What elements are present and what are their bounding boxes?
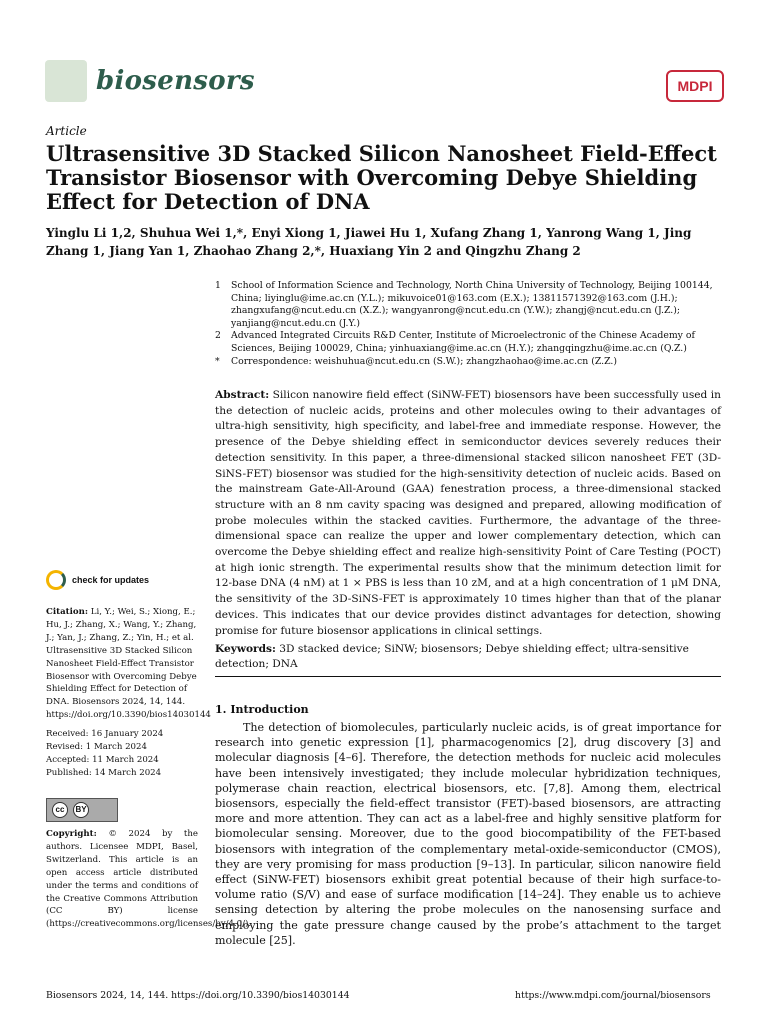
cc-license-badge[interactable] [46,798,118,822]
article-type: Article [46,124,87,138]
publisher-logo: MDPI [666,70,724,102]
check-updates-badge[interactable]: check for updates [46,566,156,594]
divider [215,676,721,677]
correspondence: * Correspondence: weishuhua@ncut.edu.cn (S.W.); zhangzhaohao@ime.ac.cn (Z.Z.) [215,355,617,367]
by-icon: BY [73,802,89,818]
section-title: 1. Introduction [215,703,309,716]
cc-icon: cc [52,802,68,818]
keywords: Keywords: 3D stacked device; SiNW; biosensors; Debye shielding effect; ultra-sensitive detection; DNA [215,643,689,670]
footer-url[interactable]: https://www.mdpi.com/journal/biosensors [515,990,711,1001]
abstract: Abstract: Silicon nanowire field effect (SiNW-FET) biosensors have been successfully used in the detection of nucleic acids, proteins and other molecules owing to their advantages of ultra-high sensitivity, high specificity, and label-free and immediate response. However, the presence of the Debye shielding effect in semiconductor devices severely reduces their detection sensitivity. In this paper, a three-dimensional stacked silicon nanosheet FET (3D-SiNS-FET) biosensor was studied for the high-sensitivity detection of nucleic acids. Based on the mainstream Gate-All-Around (GAA) fenestration process, a three-dimensional stacked structure with an 8 nm cavity spacing was designed and prepared, allowing modification of probe molecules within the stacked cavities. Furthermore, the advantage of the three-dimensional space can realize the upper and lower complementary detection, which can overcome the Debye shielding effect and realize high-sensitivity Point of Care Testing (POCT) at high ionic strength. The experimental results show that the minimum detection limit for 12-base DNA (4 nM) at 1 × PBS is less than 10 zM, and at a high concentration of 1 μM DNA, the sensitivity of the 3D-SiNS-FET is approximately 10 times higher than that of the planar devices. This indicates that our device provides distinct advantages for detection, showing promise for future biosensor applications in clinical settings. [215,389,721,637]
journal-logo-icon [45,60,87,102]
copyright: Copyright: © 2024 by the authors. Licensee MDPI, Basel, Switzerland. This article is an open access article distributed under the terms and conditions of the Creative Commons Attribution (CC BY) license (https://creativecommons.org/licenses/by/4.0/). [46,829,252,930]
author-list: Yinglu Li 1,2, Shuhua Wei 1,*, Enyi Xiong 1, Jiawei Hu 1, Xufang Zhang 1, Yanrong Wang 1, Jing Zhang 1, Jiang Yan 1, Zhaohao Zhang 2,*, Huaxiang Yin 2 and Qingzhu Zhang 2 [46,226,692,258]
citation: Citation: Li, Y.; Wei, S.; Xiong, E.; Hu, J.; Zhang, X.; Wang, Y.; Zhang, J.; Yan, J.; Zhang, Z.; Yin, H.; et al. Ultrasensitive 3D Stacked Silicon Nanosheet Field-Effect Transistor Biosensor with Overcoming Debye Shielding Effect for Detection of DNA. Biosensors 2024, 14, 144. https://doi.org/10.3390/bios14030144 [46,607,211,721]
affiliation-1: 1 School of Information Science and Technology, North China University of Technology, Beijing 100144, China; liyinglu@ime.ac.cn (Y.L.); mikuvoice01@163.com (E.X.); 13811571392@163.com (J.H.); zhangxufang@ncut.edu.cn (X.Z.); wangyanrong@ncut.edu.cn (Y.W.); zhangj@ncut.edu.cn (J.Z.); yanjiang@ncut.edu.cn (J.Y.) [215,280,713,329]
check-updates-icon [46,570,66,590]
footer-citation: Biosensors 2024, 14, 144. https://doi.org/10.3390/bios14030144 [46,990,350,1001]
paragraph: The detection of biomolecules, particularly nucleic acids, is of great importance for research into genetic expression [1], pharmacogenomics [2], drug discovery [3] and molecular diagnosis [4–6]. Therefore, the detection methods for nucleic acid molecules have been intensively investigated; they include molecular hybridization techniques, polymerase chain reaction, electrical biosensors, etc. [7,8]. Among them, electrical biosensors, especially the field-effect transistor (FET)-based biosensors, are attracting more and more attention. They can act as a label-free and highly sensitive platform for biomolecular sensing. Moreover, due to the good biocompatibility of the FET-based biosensors with integration of the complementary metal-oxide-semiconductor (CMOS), they are very promising for mass production [9–13]. In particular, silicon nanowire field effect (SiNW-FET) biosensors exhibit great potential because of their high surface-to-volume ratio (S/V) and ease of surface modification [14–24]. They enable us to achieve sensing detection by altering the probe molecules on the nanosensing surface and employing the gate pressure change caused by the probe’s attachment to the target molecule [25]. [215,721,721,947]
affiliations [215,280,735,368]
paper-title: Ultrasensitive 3D Stacked Silicon Nanosheet Field-Effect Transistor Biosensor with Overcoming Debye Shielding Effect for Detection of DNA [46,141,717,214]
journal-name: biosensors [96,66,255,96]
dates: Received: 16 January 2024 Revised: 1 March 2024 Accepted: 11 March 2024 Published: 14 March 2024 [46,729,164,778]
affiliation-2: 2 Advanced Integrated Circuits R&D Center, Institute of Microelectronic of the Chinese Academy of Sciences, Beijing 100029, China; yinhuaxiang@ime.ac.cn (H.Y.); zhangqingzhu@ime.ac.cn (Q.Z.) [215,330,695,354]
introduction-text [215,720,721,948]
